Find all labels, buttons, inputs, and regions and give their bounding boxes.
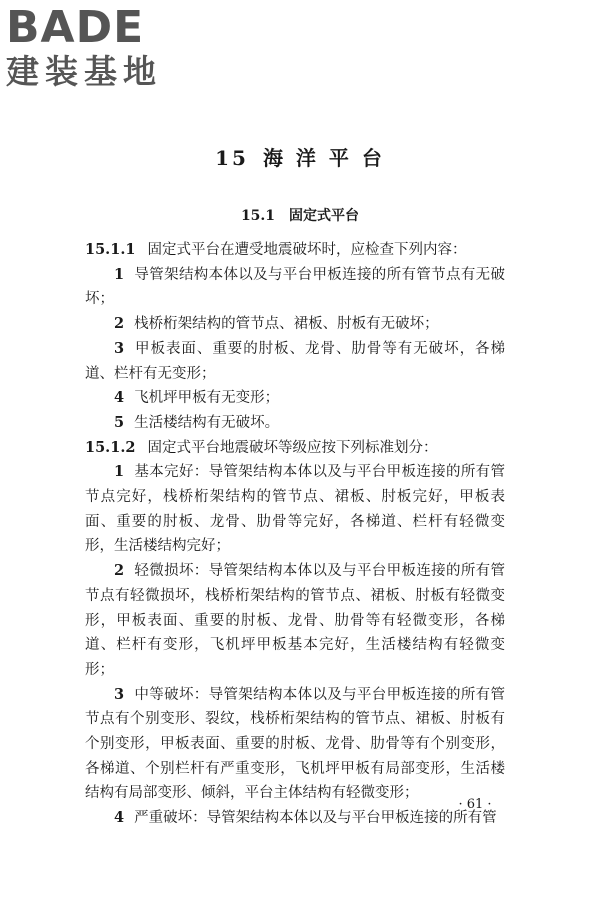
item-number: 4 <box>114 809 125 827</box>
item-text: 严重破坏：导管架结构本体以及与平台甲板连接的所有管 <box>134 810 497 827</box>
bade-logo <box>6 4 178 92</box>
clause-15-1-2 <box>85 436 505 461</box>
page-number: · 61 · <box>458 797 492 812</box>
logo-cjk-text: 建装基地 <box>6 52 162 91</box>
chapter-title <box>0 142 600 171</box>
clause-15-1-1 <box>85 238 505 263</box>
list-item <box>85 806 505 831</box>
item-text: 甲板表面、重要的肘板、龙骨、肋骨等有无破坏，各梯道、栏杆有无变形； <box>85 340 505 382</box>
item-text: 飞机坪甲板有无变形； <box>134 390 280 407</box>
item-number: 3 <box>114 339 125 357</box>
item-number: 5 <box>114 413 125 431</box>
list-item <box>85 559 505 683</box>
item-number: 4 <box>114 389 125 407</box>
item-text: 基本完好：导管架结构本体以及与平台甲板连接的所有管节点完好，栈桥桁架结构的管节点、裙板、肘板完好，甲板表面、重要的肘板、龙骨、肋骨等完好，各梯道、栏杆有轻微变形，生活楼结构完好； <box>85 464 505 555</box>
section-number: 15.1 <box>240 208 276 224</box>
item-number: 2 <box>114 315 125 333</box>
list-item <box>85 337 505 386</box>
list-item <box>85 683 505 807</box>
item-number: 1 <box>114 463 125 481</box>
section-title-text: 固定式平台 <box>289 208 360 224</box>
clause-text: 固定式平台在遭受地震破坏时，应检查下列内容： <box>147 242 467 258</box>
item-text: 生活楼结构有无破坏。 <box>134 414 280 431</box>
item-number: 2 <box>114 562 125 580</box>
document-body <box>85 238 505 831</box>
chapter-title-text: 海 洋 平 台 <box>262 146 385 170</box>
list-item <box>85 312 505 337</box>
section-title <box>0 205 600 225</box>
chapter-number: 15 <box>215 146 249 170</box>
list-item <box>85 263 505 312</box>
item-text: 栈桥桁架结构的管节点、裙板、肘板有无破坏； <box>134 316 439 333</box>
clause-number: 15.1.1 <box>85 241 136 258</box>
list-item <box>85 460 505 559</box>
clause-text: 固定式平台地震破坏等级应按下列标准划分： <box>147 439 438 456</box>
item-number: 3 <box>114 685 125 703</box>
logo-latin-text: BADE <box>6 2 145 53</box>
clause-number: 15.1.2 <box>85 438 136 456</box>
item-text: 中等破坏：导管架结构本体以及与平台甲板连接的所有管节点有个别变形、裂纹，栈桥桁架结构的管节点、裙板、肘板有个别变形，甲板表面、重要的肘板、龙骨、肋骨等有个别变形，各梯道、个别栏杆有严重变形，飞机坪甲板有局部变形，生活楼结构有局部变形、倾斜，平台主体结构有轻微变形； <box>85 686 505 802</box>
list-item <box>85 386 505 411</box>
item-number: 1 <box>114 265 125 283</box>
item-text: 轻微损坏：导管架结构本体以及与平台甲板连接的所有管节点有轻微损坏，栈桥桁架结构的管节点、裙板、肘板有轻微变形，甲板表面、重要的肘板、龙骨、肋骨等有轻微变形，各梯道、栏杆有变形，飞机坪甲板基本完好，生活楼结构有轻微变形； <box>85 563 505 678</box>
item-text: 导管架结构本体以及与平台甲板连接的所有管节点有无破坏； <box>85 266 505 308</box>
list-item <box>85 411 505 436</box>
